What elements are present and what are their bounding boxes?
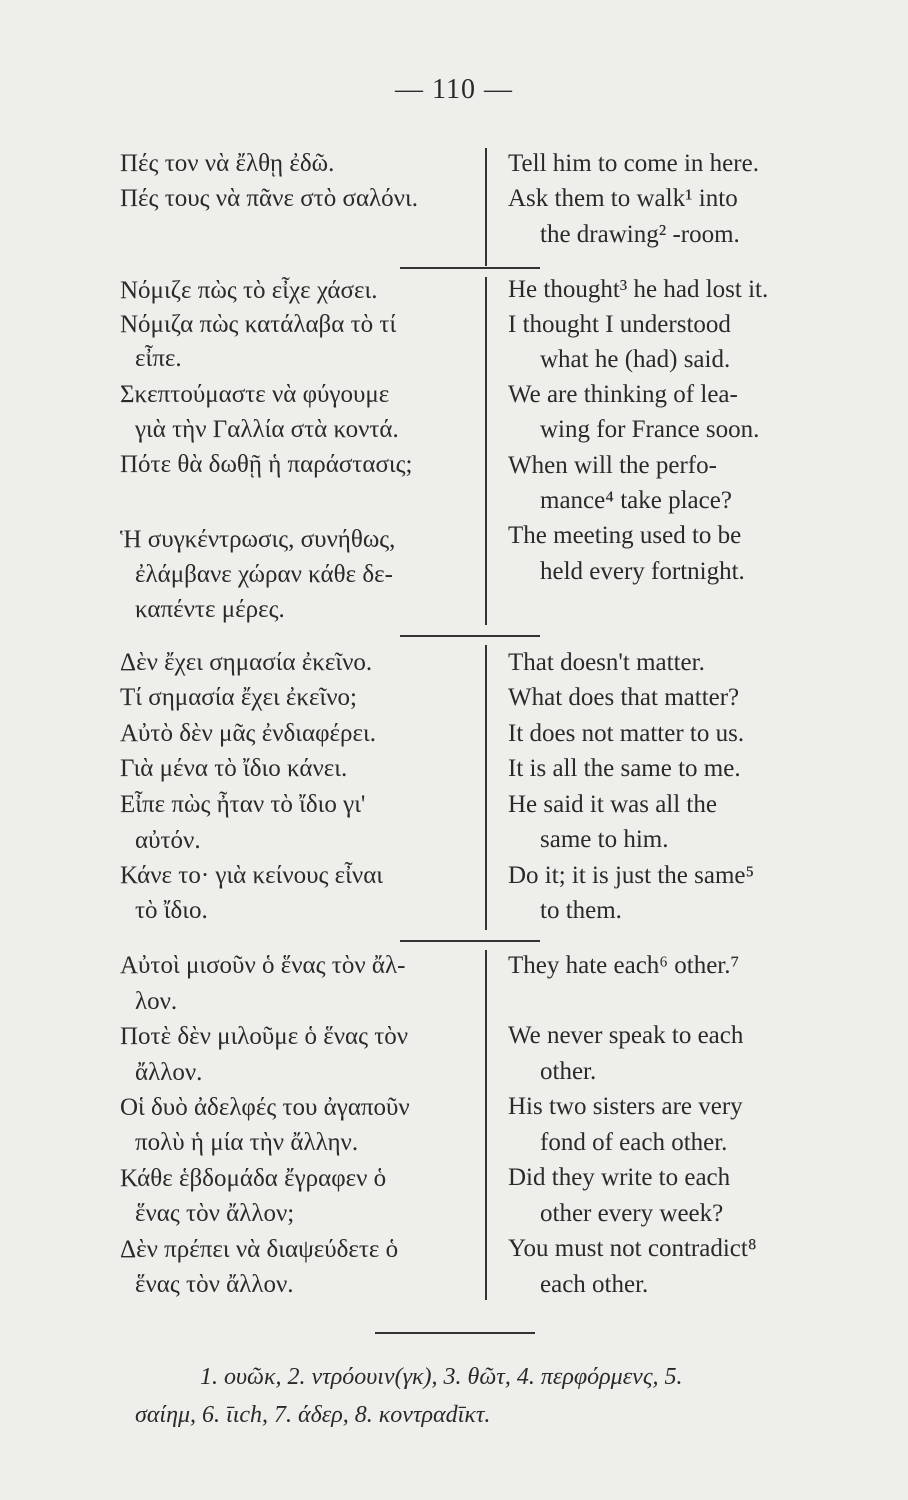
greek-line: ἕνας τὸν ἄλλον. (135, 1271, 294, 1298)
greek-line: Δὲν ἔχει σημασία ἐκεῖνο. (120, 649, 373, 676)
greek-line: Πές τον νὰ ἔλθῃ ἐδῶ. (120, 150, 335, 177)
greek-line: τὸ ἴδιο. (135, 897, 208, 924)
footnote-line: 1. ουῶκ, 2. ντρόουιν(γκ), 3. θῶτ, 4. περφόρμενς, 5. (200, 1364, 683, 1390)
english-line: wing for France soon. (540, 416, 760, 443)
column-divider (485, 950, 487, 1300)
greek-line: αὐτόν. (135, 827, 201, 854)
footnote-separator (375, 1332, 535, 1334)
page-number: — 110 — (395, 74, 513, 105)
english-line: to them. (540, 897, 622, 924)
english-line: They hate each⁶ other.⁷ (508, 952, 740, 979)
column-divider (485, 148, 487, 266)
section-separator (400, 267, 540, 269)
greek-line: καπέντε μέρες. (135, 596, 285, 623)
greek-line: λον. (135, 988, 178, 1015)
english-line: Did they write to each (508, 1164, 731, 1191)
english-line: other every week? (540, 1200, 724, 1227)
greek-line: Νόμιζα πὼς κατάλαβα τὸ τί (120, 311, 397, 338)
english-line: He thought³ he had lost it. (508, 276, 769, 303)
english-line: the drawing² -room. (540, 221, 740, 248)
english-line: The meeting used to be (508, 522, 742, 549)
english-line: It does not matter to us. (508, 720, 745, 747)
english-line: He said it was all the (508, 791, 717, 818)
english-line: I thought I understood (508, 311, 731, 338)
greek-line: Πές τους νὰ πᾶνε στὸ σαλόνι. (120, 185, 418, 212)
english-line: We never speak to each (508, 1022, 744, 1049)
greek-line: Νόμιζε πὼς τὸ εἶχε χάσει. (120, 277, 378, 304)
greek-line: Δὲν πρέπει νὰ διαψεύδετε ὁ (120, 1236, 399, 1263)
greek-line: Κάθε ἑβδομάδα ἔγραφεν ὁ (120, 1165, 387, 1192)
english-line: Tell him to come in here. (508, 150, 759, 177)
english-line: We are thinking of lea- (508, 381, 738, 408)
greek-line: Ποτὲ δὲν μιλοῦμε ὁ ἕνας τὸν (120, 1023, 409, 1050)
greek-line: ἄλλον. (135, 1059, 203, 1086)
greek-line: Γιὰ μένα τὸ ἴδιο κάνει. (120, 755, 348, 782)
greek-line: Πότε θὰ δωθῇ ἡ παράστασις; (120, 451, 413, 478)
english-line: That doesn't matter. (508, 649, 705, 676)
column-divider (485, 645, 487, 930)
english-line: held every fortnight. (540, 558, 745, 585)
english-line: When will the perfo- (508, 452, 717, 479)
english-line: what he (had) said. (540, 346, 731, 373)
greek-line: Τί σημασία ἔχει ἐκεῖνο; (120, 684, 357, 711)
english-line: other. (540, 1058, 597, 1085)
english-line: It is all the same to me. (508, 755, 741, 782)
english-line: fond of each other. (540, 1129, 728, 1156)
greek-line: εἶπε. (135, 345, 182, 372)
greek-line: Κάνε το· γιὰ κείνους εἶναι (120, 862, 384, 889)
greek-line: Εἶπε πὼς ἦταν τὸ ἴδιο γι' (120, 791, 366, 818)
section-separator (400, 635, 540, 637)
greek-line: ἐλάμβανε χώραν κάθε δε- (135, 561, 393, 588)
english-line: His two sisters are very (508, 1093, 743, 1120)
greek-line: ἕνας τὸν ἄλλον; (135, 1200, 295, 1227)
column-divider (485, 277, 487, 625)
english-line: Do it; it is just the same⁵ (508, 862, 755, 889)
greek-line: Ἡ συγκέντρωσις, συνήθως, (120, 526, 396, 553)
english-line: same to him. (540, 826, 669, 853)
greek-line: Οἱ δυὸ ἀδελφές του ἀγαποῦν (120, 1094, 410, 1121)
greek-line: γιὰ τὴν Γαλλία στὰ κοντά. (135, 416, 399, 443)
section-separator (400, 940, 540, 942)
greek-line: Αὐτὸ δὲν μᾶς ἐνδιαφέρει. (120, 720, 376, 747)
english-line: What does that matter? (508, 684, 740, 711)
greek-line: Αὐτοὶ μισοῦν ὁ ἕνας τὸν ἄλ- (120, 952, 406, 979)
footnote-line: σαίημ, 6. ῑιch, 7. άδερ, 8. κοντραdῑκτ. (135, 1402, 491, 1428)
english-line: You must not contradict⁸ (508, 1235, 757, 1262)
english-line: mance⁴ take place? (540, 487, 732, 514)
english-line: each other. (540, 1271, 649, 1298)
english-line: Ask them to walk¹ into (508, 185, 738, 212)
greek-line: Σκεπτούμαστε νὰ φύγουμε (120, 381, 390, 408)
greek-line: πολὺ ἡ μία τὴν ἄλλην. (135, 1129, 359, 1156)
